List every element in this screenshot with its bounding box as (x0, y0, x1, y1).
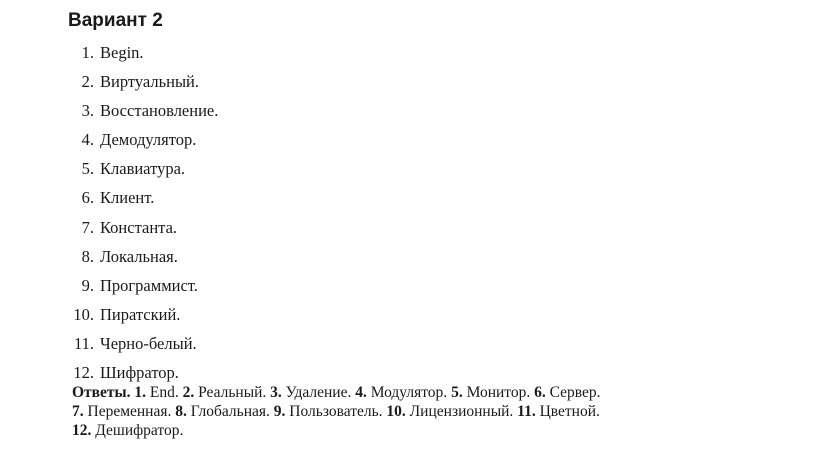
answer-number: 5. (451, 384, 463, 401)
item-text: Клавиатура. (100, 159, 186, 179)
term-list (68, 42, 218, 391)
answer-text: Модулятор. (370, 384, 448, 401)
answer-number: 3. (270, 384, 282, 401)
item-text: Клиент. (100, 188, 155, 208)
list-item (68, 71, 218, 100)
answer-number: 6. (534, 384, 546, 401)
answers-label: Ответы. (72, 384, 131, 401)
item-text: Begin. (100, 43, 144, 62)
item-text: Локальная. (100, 246, 178, 266)
answer-text: Лицензионный. (409, 403, 514, 420)
list-item (68, 42, 218, 71)
item-text: Пиратский. (100, 304, 181, 324)
list-item (68, 275, 218, 304)
answer-number: 11. (517, 403, 536, 420)
list-item (68, 217, 218, 246)
answer-text: Переменная. (87, 403, 172, 420)
list-item (68, 158, 218, 187)
item-number: 5. (81, 159, 94, 179)
answer-text: Цветной. (539, 403, 600, 420)
list-item (68, 129, 218, 158)
answer-number: 9. (273, 403, 286, 420)
answer-text: End. (149, 384, 179, 401)
answer-text: Глобальная. (190, 403, 270, 420)
item-text: Восстановление. (100, 101, 219, 121)
item-number: 11. (73, 333, 94, 353)
answer-text: Монитор. (466, 384, 531, 401)
list-item (68, 333, 218, 362)
variant-title: Вариант 2 (68, 10, 163, 31)
item-text: Черно-белый. (100, 333, 197, 353)
item-text: Шифратор. (100, 363, 179, 383)
answer-number: 10. (386, 403, 406, 420)
answers-paragraph (72, 383, 752, 440)
item-number: 6. (81, 188, 94, 208)
item-number: 9. (81, 275, 94, 295)
answer-number: 8. (175, 403, 187, 420)
answer-number: 1. (134, 384, 147, 401)
answer-number: 7. (72, 403, 84, 420)
item-number: 7. (81, 217, 94, 237)
answer-text: Пользователь. (289, 403, 383, 420)
item-text: Константа. (100, 217, 178, 237)
item-number: 3. (81, 101, 94, 121)
item-number: 12. (73, 363, 94, 383)
answer-text: Удаление. (285, 384, 352, 401)
answer-number: 12. (72, 422, 92, 439)
answer-number: 2. (182, 384, 195, 401)
list-item (68, 187, 218, 216)
item-number: 4. (81, 130, 94, 150)
answer-number: 4. (355, 384, 367, 401)
item-number: 1. (81, 43, 94, 62)
item-number: 2. (81, 72, 94, 92)
list-item (68, 100, 218, 129)
answer-text: Сервер. (549, 384, 601, 401)
answer-text: Дешифратор. (95, 422, 184, 439)
item-number: 10. (73, 304, 94, 324)
item-text: Демодулятор. (100, 130, 197, 150)
answer-text: Реальный. (198, 384, 267, 401)
item-text: Виртуальный. (100, 72, 199, 92)
list-item (68, 304, 218, 333)
list-item (68, 246, 218, 275)
item-number: 8. (81, 246, 94, 266)
item-text: Программист. (100, 275, 198, 295)
